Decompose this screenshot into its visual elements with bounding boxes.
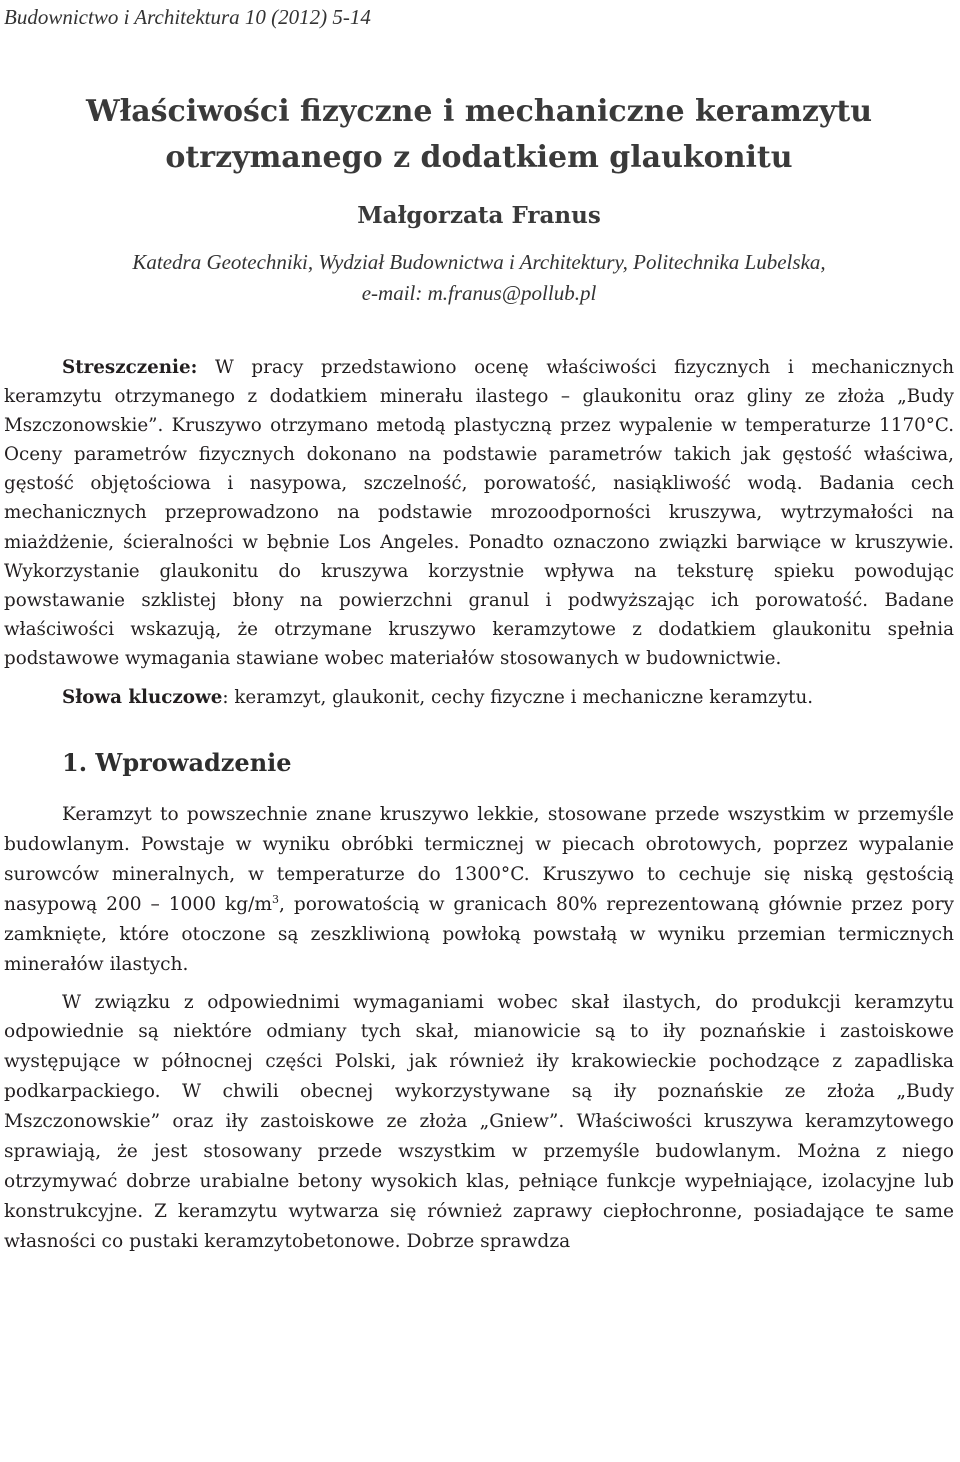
body-paragraph xyxy=(4,800,954,979)
affiliation-line: Katedra Geotechniki, Wydział Budownictwa i Architektury, Politechnika Lubelska, xyxy=(132,250,826,274)
keywords xyxy=(4,683,954,712)
section-heading-introduction: 1. Wprowadzenie xyxy=(62,748,292,778)
paragraph-text: , porowatością w granicach 80% reprezentowaną głównie przez pory zamknięte, które otoczone są zeszkliwioną powłoką powstałą w wyniku przemian termicznych minerałów ilastych. xyxy=(4,893,954,975)
paper-title: Właściwości fizyczne i mechaniczne keramzytu otrzymanego z dodatkiem glaukonitu xyxy=(85,94,873,175)
body-paragraph: W związku z odpowiednimi wymaganiami wobec skał ilastych, do produkcji keramzytu odpowiednie są niektóre odmiany tych skał, mianowicie są to iły poznańskie i zastoiskowe występujące w północnej części Polski, jak również iły krakowieckie pochodzące z zapadliska podkarpackiego. W chwili obecnej wykorzystywane są iły poznańskie ze złoża „Budy Mszczonowskie” oraz iły zastoiskowe ze złoża „Gniew”. Właściwości kruszywa keramzytowego sprawiają, że jest stosowany przede wszystkim w przemyśle budowlanym. Można z niego otrzymywać dobrze urabialne betony wysokich klas, pełniące funkcje wypełniające, izolacyjne lub konstrukcyjne. Z keramzytu wytwarza się również zaprawy ciepłochronne, posiadające te same własności co pustaki keramzytobetonowe. Dobrze sprawdza xyxy=(4,991,954,1252)
paragraph-text: Keramzyt to powszechnie znane kruszywo lekkie, stosowane przede wszystkim w przemyśle budowlanym. Powstaje w wyniku obróbki termicznej w piecach obrotowych, poprzez wypalanie surowców mineralnych, w temperaturze do 1300°C. Kruszywo to cechuje się niską gęstością nasypową 200 – 1000 kg/m xyxy=(4,804,954,915)
author-name: Małgorzata Franus xyxy=(357,202,601,229)
affiliation xyxy=(4,247,954,309)
author-email: e-mail: m.franus@pollub.pl xyxy=(361,281,597,305)
abstract-text: W pracy przedstawiono ocenę właściwości fizycznych i mechanicznych keramzytu otrzymanego z dodatkiem minerału ilastego – glaukonitu oraz gliny ze złoża „Budy Mszczonowskie”. Kruszywo otrzymano metodą plastyczną przez wypalenie w temperaturze 1170°C. Oceny parametrów fizycznych dokonano na podstawie parametrów takich jak gęstość właściwa, gęstość objętościowa i nasypowa, szczelność, porowatość, nasiąkliwość wodą. Badania cech mechanicznych przeprowadzono na podstawie mrozoodporności kruszywa, wytrzymałości na miażdżenie, ścieralności w bębnie Los Angeles. Ponadto oznaczono związki barwiące w kruszywie. Wykorzystanie glaukonitu do kruszywa korzystnie wpływa na teksturę spieku powodując powstawanie szklistej błony na powierzchni granul i podwyższając ich porowatość. Badane właściwości wskazują, że otrzymane kruszywo keramzytowe z dodatkiem glaukonitu spełnia podstawowe wymagania stawiane wobec materiałów stosowanych w budownictwie. xyxy=(4,357,954,669)
keywords-label: Słowa kluczowe xyxy=(62,687,223,709)
keywords-text: : keramzyt, glaukonit, cechy fizyczne i mechaniczne keramzytu. xyxy=(222,687,814,709)
superscript: 3 xyxy=(272,892,280,906)
running-head: Budownictwo i Architektura 10 (2012) 5-14 xyxy=(4,5,371,29)
abstract xyxy=(4,353,954,673)
abstract-label: Streszczenie: xyxy=(62,357,198,378)
